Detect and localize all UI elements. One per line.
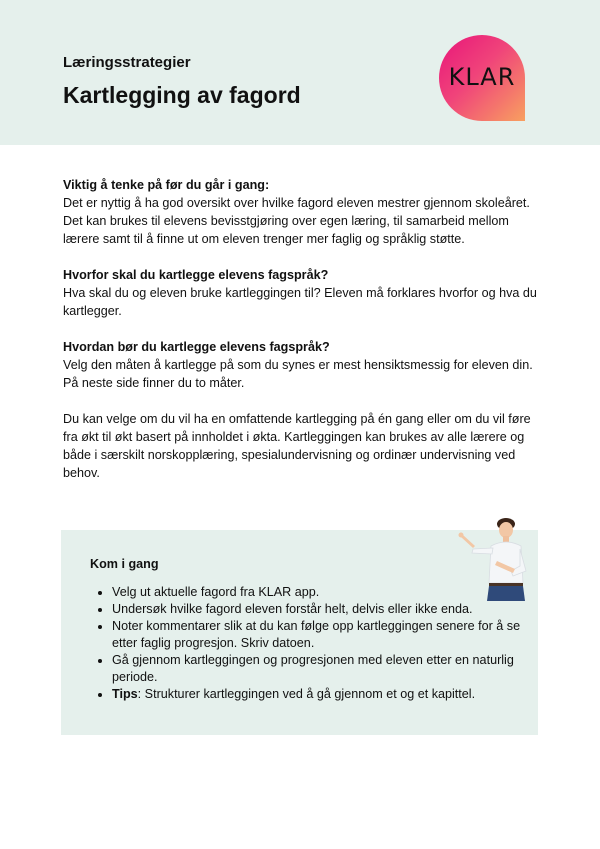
section-how [63, 338, 543, 392]
tips-label: Tips [112, 687, 138, 701]
section-why [63, 266, 543, 320]
page-title: Kartlegging av fagord [63, 82, 301, 108]
list-item [112, 686, 532, 703]
main-content [63, 176, 543, 500]
list-item: • Velg ut aktuelle fagord fra KLAR app. [112, 584, 532, 601]
section-options [63, 410, 543, 482]
box-title: Kom i gang [90, 557, 159, 571]
page-subtitle: Læringsstrategier [63, 54, 191, 71]
section-heading: Hvorfor skal du kartlegge elevens fagspråk? [63, 268, 329, 282]
section-before-start [63, 176, 543, 248]
pointing-person-illustration [449, 513, 529, 601]
header-band [0, 0, 600, 145]
logo-text: KLAR [448, 63, 516, 91]
section-body: Velg den måten å kartlegge på som du synes er mest hensiktsmessig for eleven din. På neste side finner du to måter. [63, 358, 533, 390]
get-started-list [90, 584, 532, 703]
section-heading: Hvordan bør du kartlegge elevens fagspråk? [63, 340, 330, 354]
section-body: Hva skal du og eleven bruke kartleggingen til? Eleven må forklares hvorfor og hva du kartlegger. [63, 286, 537, 318]
section-body: Du kan velge om du vil ha en omfattende kartlegging på én gang eller om du vil føre fra økt til økt basert på innholdet i økta. Kartleggingen kan brukes av alle lærere og både i særskilt norskopplæring, spesialundervisning og ordinær undervisning ved behov. [63, 412, 531, 480]
list-item: • Noter kommentarer slik at du kan følge opp kartleggingen senere for å se etter faglig progresjon. Skriv datoen. [112, 618, 532, 652]
list-item: • Gå gjennom kartleggingen og progresjonen med eleven etter en naturlig periode. [112, 652, 532, 686]
list-item: • Undersøk hvilke fagord eleven forstår helt, delvis eller ikke enda. [112, 601, 532, 618]
klar-logo [439, 35, 525, 121]
section-body: Det er nyttig å ha god oversikt over hvilke fagord eleven mestrer gjennom skoleåret. Det kan brukes til elevens bevisstgjøring over egen læring, til samarbeid mellom lærere samt til å finne ut om eleven trenger mer faglig og språklig støtte. [63, 196, 530, 246]
tips-text: : Strukturer kartleggingen ved å gå gjennom et og et kapittel. [137, 687, 476, 701]
section-heading: Viktig å tenke på før du går i gang: [63, 178, 270, 192]
